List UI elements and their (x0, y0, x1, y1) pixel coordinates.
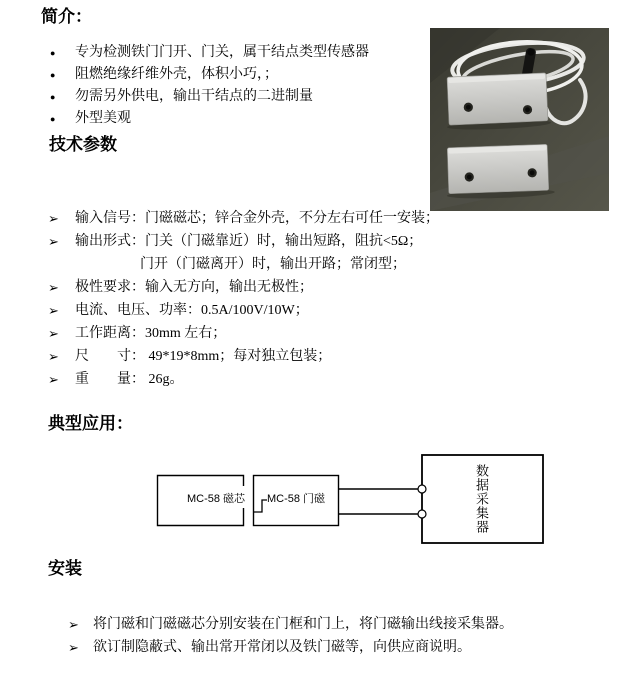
install-item-text: 将门磁和门磁磁芯分别安装在门框和门上，将门磁输出线接采集器。 (93, 617, 513, 632)
bullet-dot-icon: ● (50, 114, 56, 124)
magnet-block-bottom (445, 144, 555, 200)
spec-item-text: 极性要求：输入无方向，输出无极性； (75, 280, 313, 295)
spec-item (48, 299, 439, 322)
spec-item (48, 207, 439, 230)
specs-list (48, 207, 439, 391)
magnet-box-label: MC-58 磁芯 (187, 493, 246, 505)
install-item (68, 613, 513, 636)
arrow-bullet-icon: ➢ (48, 303, 59, 318)
spec-item-text: 电流、电压、功率：0.5A/100V/10W； (75, 303, 309, 318)
list-item-text: 外型美观 (75, 111, 131, 126)
spec-item-text: 输入信号：门磁磁芯；锌合金外壳，不分左右可任一安装； (75, 211, 439, 226)
intro-heading: 简介： (41, 7, 92, 26)
list-item-text: 勿需另外供电，输出干结点的二进制量 (75, 89, 313, 104)
arrow-bullet-icon: ➢ (48, 372, 59, 387)
list-item-text: 专为检测铁门门开、门关，属干结点类型传感器 (75, 45, 369, 60)
collector-box-label: 数据采集器 (474, 464, 489, 534)
door-magnet-product-photo (430, 28, 609, 211)
specs-heading: 技术参数 (49, 135, 117, 154)
spec-item-text: 尺 寸： 49*19*8mm；每对独立包装； (75, 349, 332, 364)
spec-item-text: 工作距离：30mm 左右； (75, 326, 227, 341)
install-item (68, 636, 513, 659)
spec-item (48, 368, 439, 391)
spec-item-text: 重 量： 26g。 (75, 372, 184, 387)
arrow-bullet-icon: ➢ (68, 617, 79, 632)
bullet-dot-icon: ● (50, 70, 56, 80)
spec-item-text: 门开（门磁离开）时，输出开路；常闭型； (140, 257, 406, 272)
spec-item-continuation (48, 253, 439, 276)
terminal-circle-bottom (418, 510, 426, 518)
arrow-bullet-icon: ➢ (48, 349, 59, 364)
install-heading: 安装 (48, 559, 82, 578)
bullet-dot-icon: ● (50, 48, 56, 58)
sensor-lead-step (254, 500, 268, 512)
list-item (50, 64, 369, 86)
sensor-block-top (445, 73, 551, 131)
list-item (50, 42, 369, 64)
spec-item-text: 输出形式：门关（门磁靠近）时，输出短路，阻抗<5Ω； (75, 234, 423, 249)
application-heading: 典型应用： (48, 414, 133, 433)
spec-item (48, 322, 439, 345)
arrow-bullet-icon: ➢ (68, 640, 79, 655)
sensor-box-label: MC-58 门磁 (267, 493, 326, 505)
arrow-bullet-icon: ➢ (48, 234, 59, 249)
spec-item (48, 276, 439, 299)
spec-item (48, 230, 439, 253)
bullet-dot-icon: ● (50, 92, 56, 102)
product-photo-graphic (430, 28, 609, 211)
intro-bullet-list (50, 42, 369, 130)
install-item-text: 欲订制隐蔽式、输出常开常闭以及铁门磁等，向供应商说明。 (93, 640, 471, 655)
terminal-circle-top (418, 485, 426, 493)
spec-item (48, 345, 439, 368)
list-item-text: 阻燃绝缘纤维外壳，体积小巧，； (75, 67, 278, 82)
list-item (50, 86, 369, 108)
arrow-bullet-icon: ➢ (48, 211, 59, 226)
install-list (68, 613, 513, 659)
list-item (50, 108, 369, 130)
arrow-bullet-icon: ➢ (48, 326, 59, 341)
arrow-bullet-icon: ➢ (48, 280, 59, 295)
